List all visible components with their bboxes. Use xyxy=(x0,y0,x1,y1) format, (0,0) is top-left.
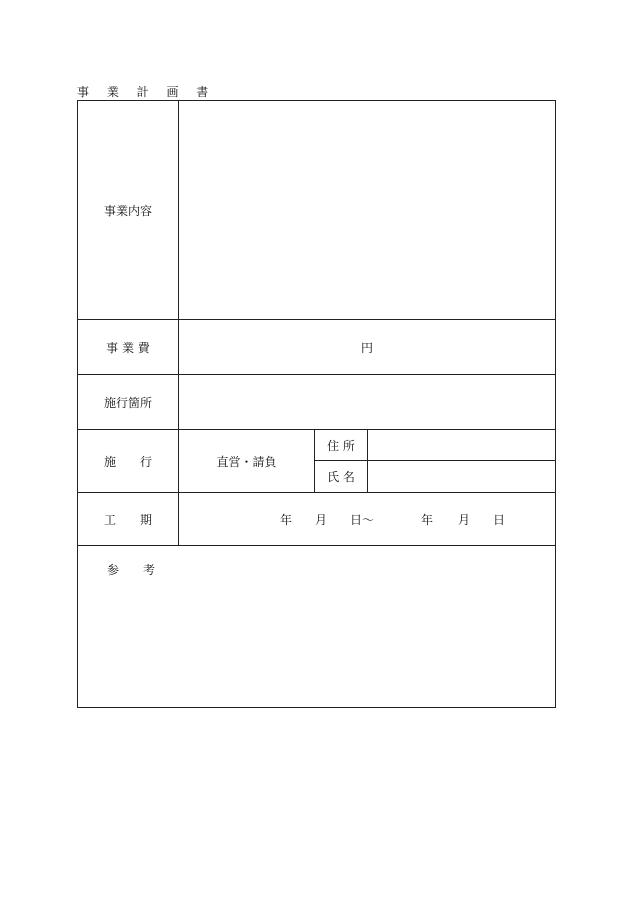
name-label: 氏 名 xyxy=(327,470,355,484)
period-end-year: 年 xyxy=(421,513,434,527)
form-title: 事 業 計 画 書 xyxy=(77,85,216,99)
site-field[interactable] xyxy=(179,375,555,429)
address-field[interactable] xyxy=(368,430,555,460)
content-label: 事業内容 xyxy=(103,203,152,218)
remarks-field[interactable] xyxy=(78,581,555,707)
cost-unit: 円 xyxy=(360,340,373,355)
period-label: 工 期 xyxy=(103,512,152,527)
plan-table xyxy=(77,100,556,708)
row-divider xyxy=(78,545,555,546)
name-field[interactable] xyxy=(368,461,555,492)
content-field[interactable] xyxy=(179,101,555,319)
period-start-year: 年 xyxy=(280,513,293,527)
cost-label: 事 業 費 xyxy=(106,340,150,355)
period-end-day: 日 xyxy=(493,513,506,527)
period-start-day: 日～ xyxy=(350,513,375,527)
address-label: 住 所 xyxy=(327,438,355,453)
remarks-label: 参 考 xyxy=(107,563,156,577)
period-end-month: 月 xyxy=(458,513,471,527)
period-start-month: 月 xyxy=(315,513,328,527)
execution-method[interactable]: 直営・請負 xyxy=(216,454,277,469)
cost-field[interactable] xyxy=(179,320,555,374)
site-label: 施行箇所 xyxy=(103,395,152,410)
execution-label: 施 行 xyxy=(103,454,152,469)
